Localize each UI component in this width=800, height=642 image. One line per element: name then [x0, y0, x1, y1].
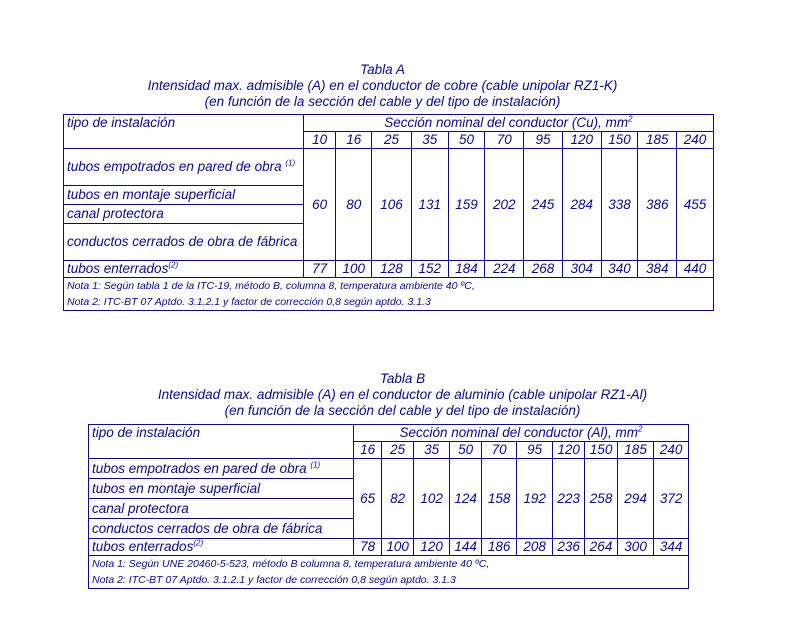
section-cell: 150 — [585, 442, 617, 459]
notes-row — [89, 556, 689, 589]
value-cell: 245 — [524, 149, 563, 261]
footnote-ref: (1) — [310, 460, 321, 469]
value-cell: 208 — [517, 539, 553, 556]
table-a-subtitle-2: (en función de la sección del cable y del tipo de instalación) — [204, 94, 561, 109]
value-cell: 124 — [450, 459, 481, 539]
installation-type-cell — [64, 205, 304, 224]
table-a — [63, 114, 714, 311]
value-cell: 284 — [562, 149, 601, 261]
value-cell: 102 — [413, 459, 450, 539]
value-cell: 224 — [485, 261, 524, 278]
value-cell: 77 — [303, 261, 336, 278]
value-cell: 202 — [485, 149, 524, 261]
value-cell: 236 — [552, 539, 584, 556]
notes-cell — [64, 278, 714, 311]
installation-type-header — [89, 425, 354, 459]
value-cell: 344 — [654, 539, 689, 556]
value-cell: 264 — [585, 539, 617, 556]
value-cell: 338 — [601, 149, 638, 261]
section-cell: 16 — [336, 132, 372, 149]
installation-type-label: canal protectora — [67, 206, 164, 221]
section-header-label: Sección nominal del conductor (Cu), mm — [384, 115, 629, 130]
value-cell: 372 — [654, 459, 689, 539]
footnote-ref: (2) — [168, 260, 179, 270]
value-cell: 186 — [481, 539, 517, 556]
value-cell: 223 — [552, 459, 584, 539]
section-cell: 35 — [411, 132, 448, 149]
value-cell: 340 — [601, 261, 638, 278]
table-a-subtitle-1: Intensidad max. admisible (A) en el conductor de cobre (cable unipolar RZ1-K) — [147, 78, 618, 93]
section-unit-superscript: 2 — [638, 424, 643, 434]
section-cell: 240 — [677, 132, 714, 149]
table-b — [88, 424, 689, 589]
value-cell: 192 — [517, 459, 553, 539]
installation-type-label: conductos cerrados de obra de fábrica — [67, 234, 298, 249]
section-cell: 70 — [485, 132, 524, 149]
value-cell: 440 — [677, 261, 714, 278]
section-cell: 50 — [448, 132, 485, 149]
table-a-title: Tabla A — [360, 62, 405, 77]
installation-type-label: tubos enterrados — [67, 261, 169, 276]
installation-type-cell — [89, 459, 354, 479]
note-line: Nota 2: ITC-BT 07 Aptdo. 3.1.2.1 y factor de corrección 0,8 según aptdo. 3.1.3 — [67, 296, 431, 308]
table-b-title: Tabla B — [379, 371, 426, 386]
installation-type-header — [64, 115, 304, 149]
note-line: Nota 1: Según tabla 1 de la ITC-19, método B, columna 8, temperatura ambiente 40 ºC, — [67, 280, 475, 292]
value-cell: 100 — [382, 539, 413, 556]
value-cell: 144 — [450, 539, 481, 556]
installation-type-cell — [64, 186, 304, 205]
installation-type-header-label: tipo de instalación — [92, 425, 201, 440]
table-a-caption — [100, 62, 665, 110]
installation-type-cell — [64, 261, 304, 278]
section-cell: 95 — [517, 442, 553, 459]
value-cell: 268 — [524, 261, 563, 278]
value-cell: 258 — [585, 459, 617, 539]
table-b-subtitle-2: (en función de la sección del cable y del tipo de instalación) — [224, 403, 581, 418]
value-cell: 65 — [353, 459, 381, 539]
installation-type-cell — [89, 499, 354, 519]
installation-type-cell — [89, 519, 354, 539]
value-cell: 100 — [336, 261, 372, 278]
installation-type-label: tubos empotrados en pared de obra — [92, 460, 307, 476]
value-cell: 60 — [303, 149, 336, 261]
value-cell: 294 — [617, 459, 654, 539]
table-row-buried — [89, 539, 689, 556]
section-cell: 150 — [601, 132, 638, 149]
section-header — [303, 115, 713, 132]
section-cell: 185 — [617, 442, 654, 459]
table-b-caption — [110, 371, 695, 419]
value-cell: 300 — [617, 539, 654, 556]
installation-type-cell — [64, 224, 304, 261]
section-header — [353, 425, 688, 442]
value-cell: 78 — [353, 539, 381, 556]
section-cell: 95 — [524, 132, 563, 149]
value-cell: 159 — [448, 149, 485, 261]
note-line: Nota 1: Según UNE 20460-5-523, método B columna 8, temperatura ambiente 40 ºC, — [92, 558, 490, 570]
installation-type-label: tubos enterrados — [92, 539, 194, 554]
table-row — [64, 149, 714, 186]
installation-type-cell — [64, 149, 304, 186]
section-header-label: Sección nominal del conductor (Al), mm — [399, 425, 639, 440]
installation-type-header-label: tipo de instalación — [67, 115, 176, 130]
installation-type-label: conductos cerrados de obra de fábrica — [92, 520, 323, 536]
value-cell: 80 — [336, 149, 372, 261]
header-row — [89, 425, 689, 442]
table-b-subtitle-1: Intensidad max. admisible (A) en el conductor de aluminio (cable unipolar RZ1-Al) — [157, 387, 648, 402]
section-cell: 10 — [303, 132, 336, 149]
value-cell: 152 — [411, 261, 448, 278]
table-row-buried — [64, 261, 714, 278]
section-cell: 70 — [481, 442, 517, 459]
value-cell: 304 — [562, 261, 601, 278]
section-cell: 16 — [353, 442, 381, 459]
value-cell: 455 — [677, 149, 714, 261]
footnote-ref: (1) — [285, 158, 296, 168]
value-cell: 120 — [413, 539, 450, 556]
installation-type-cell — [89, 539, 354, 556]
section-cell: 25 — [382, 442, 413, 459]
value-cell: 128 — [372, 261, 412, 278]
notes-cell — [89, 556, 689, 589]
value-cell: 384 — [638, 261, 677, 278]
installation-type-cell — [89, 479, 354, 499]
section-cell: 50 — [450, 442, 481, 459]
table-row — [89, 459, 689, 479]
section-cell: 120 — [562, 132, 601, 149]
section-cell: 185 — [638, 132, 677, 149]
installation-type-label: tubos en montaje superficial — [67, 187, 236, 202]
value-cell: 106 — [372, 149, 412, 261]
installation-type-label: tubos empotrados en pared de obra — [67, 159, 282, 174]
footnote-ref: (2) — [193, 538, 204, 548]
note-line: Nota 2: ITC-BT 07 Aptdo. 3.1.2.1 y factor de corrección 0,8 según aptdo. 3.1.3 — [92, 574, 456, 586]
installation-type-label: tubos en montaje superficial — [92, 480, 261, 496]
section-unit-superscript: 2 — [628, 114, 633, 124]
notes-row — [64, 278, 714, 311]
value-cell: 386 — [638, 149, 677, 261]
value-cell: 158 — [481, 459, 517, 539]
section-cell: 120 — [552, 442, 584, 459]
value-cell: 131 — [411, 149, 448, 261]
header-row — [64, 115, 714, 132]
value-cell: 184 — [448, 261, 485, 278]
value-cell: 82 — [382, 459, 413, 539]
section-cell: 25 — [372, 132, 412, 149]
section-cell: 240 — [654, 442, 689, 459]
installation-type-label: canal protectora — [92, 500, 189, 516]
section-cell: 35 — [413, 442, 450, 459]
